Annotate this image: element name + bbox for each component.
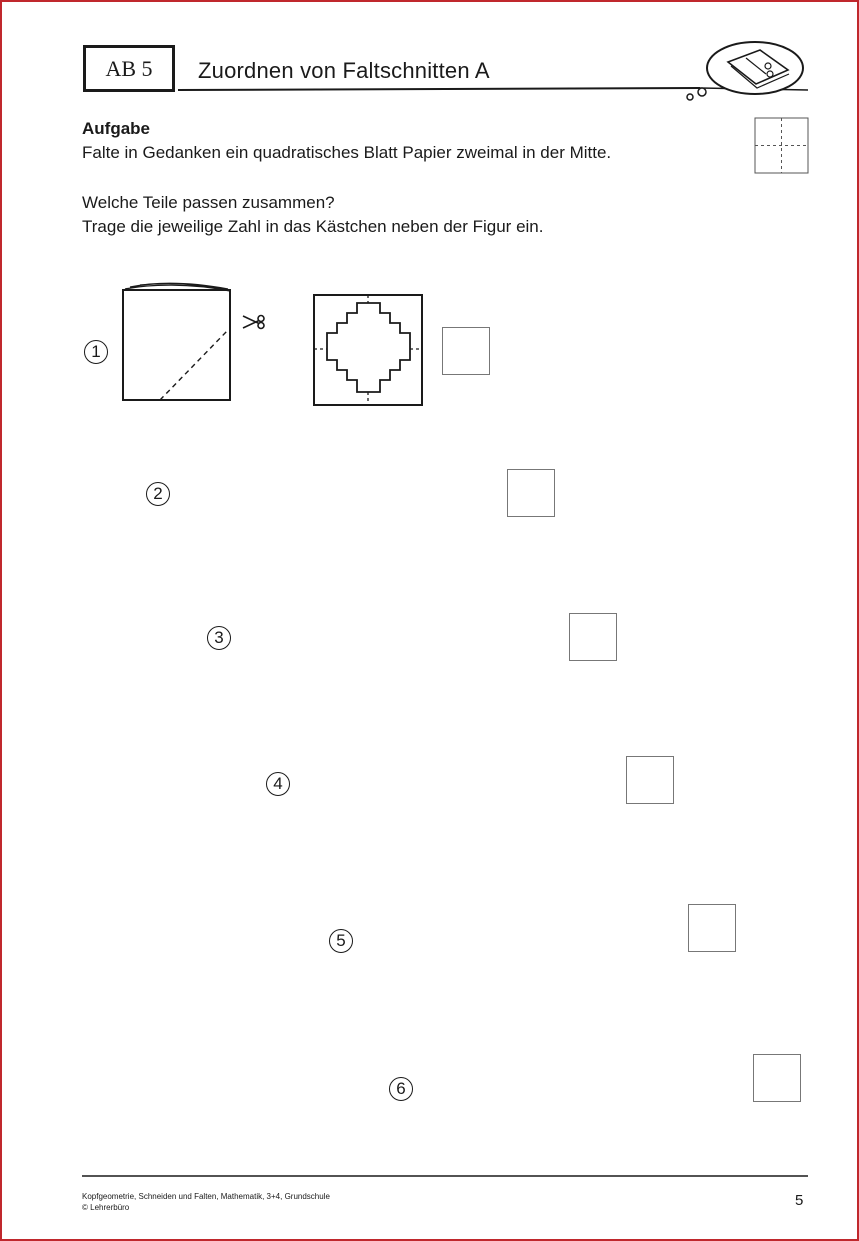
scissors-icon: [243, 316, 264, 329]
answer-box-6[interactable]: [753, 1054, 801, 1102]
answer-box-2[interactable]: [507, 469, 555, 517]
answer-box-3[interactable]: [569, 613, 617, 661]
page-number: 5: [795, 1192, 804, 1209]
page-title: Zuordnen von Faltschnitten A: [198, 58, 490, 83]
item-number-1: 1: [84, 340, 108, 364]
item-number-4: 4: [266, 772, 290, 796]
answer-box-5[interactable]: [688, 904, 736, 952]
unfolded-shape-stepped-cross: [314, 295, 422, 405]
task-instruction-2: Welche Teile passen zusammen?: [82, 193, 335, 212]
footer-source: Kopfgeometrie, Schneiden und Falten, Mathematik, 3+4, Grundschule: [82, 1192, 330, 1201]
item-number-3: 3: [207, 626, 231, 650]
answer-box-4[interactable]: [626, 756, 674, 804]
footer: [82, 1191, 330, 1213]
answer-box-1[interactable]: [442, 327, 490, 375]
folded-paper-1: [123, 283, 230, 400]
task-instruction-3: Trage die jeweilige Zahl in das Kästchen neben der Figur ein.: [82, 217, 544, 236]
worksheet-badge: AB 5: [83, 45, 175, 92]
item-number-2: 2: [146, 482, 170, 506]
task-heading: Aufgabe: [82, 119, 150, 138]
item-number-6: 6: [389, 1077, 413, 1101]
task-instruction-1: Falte in Gedanken ein quadratisches Blatt Papier zweimal in der Mitte.: [82, 143, 612, 162]
item-number-5: 5: [329, 929, 353, 953]
footer-copyright: © Lehrerbüro: [82, 1203, 130, 1212]
